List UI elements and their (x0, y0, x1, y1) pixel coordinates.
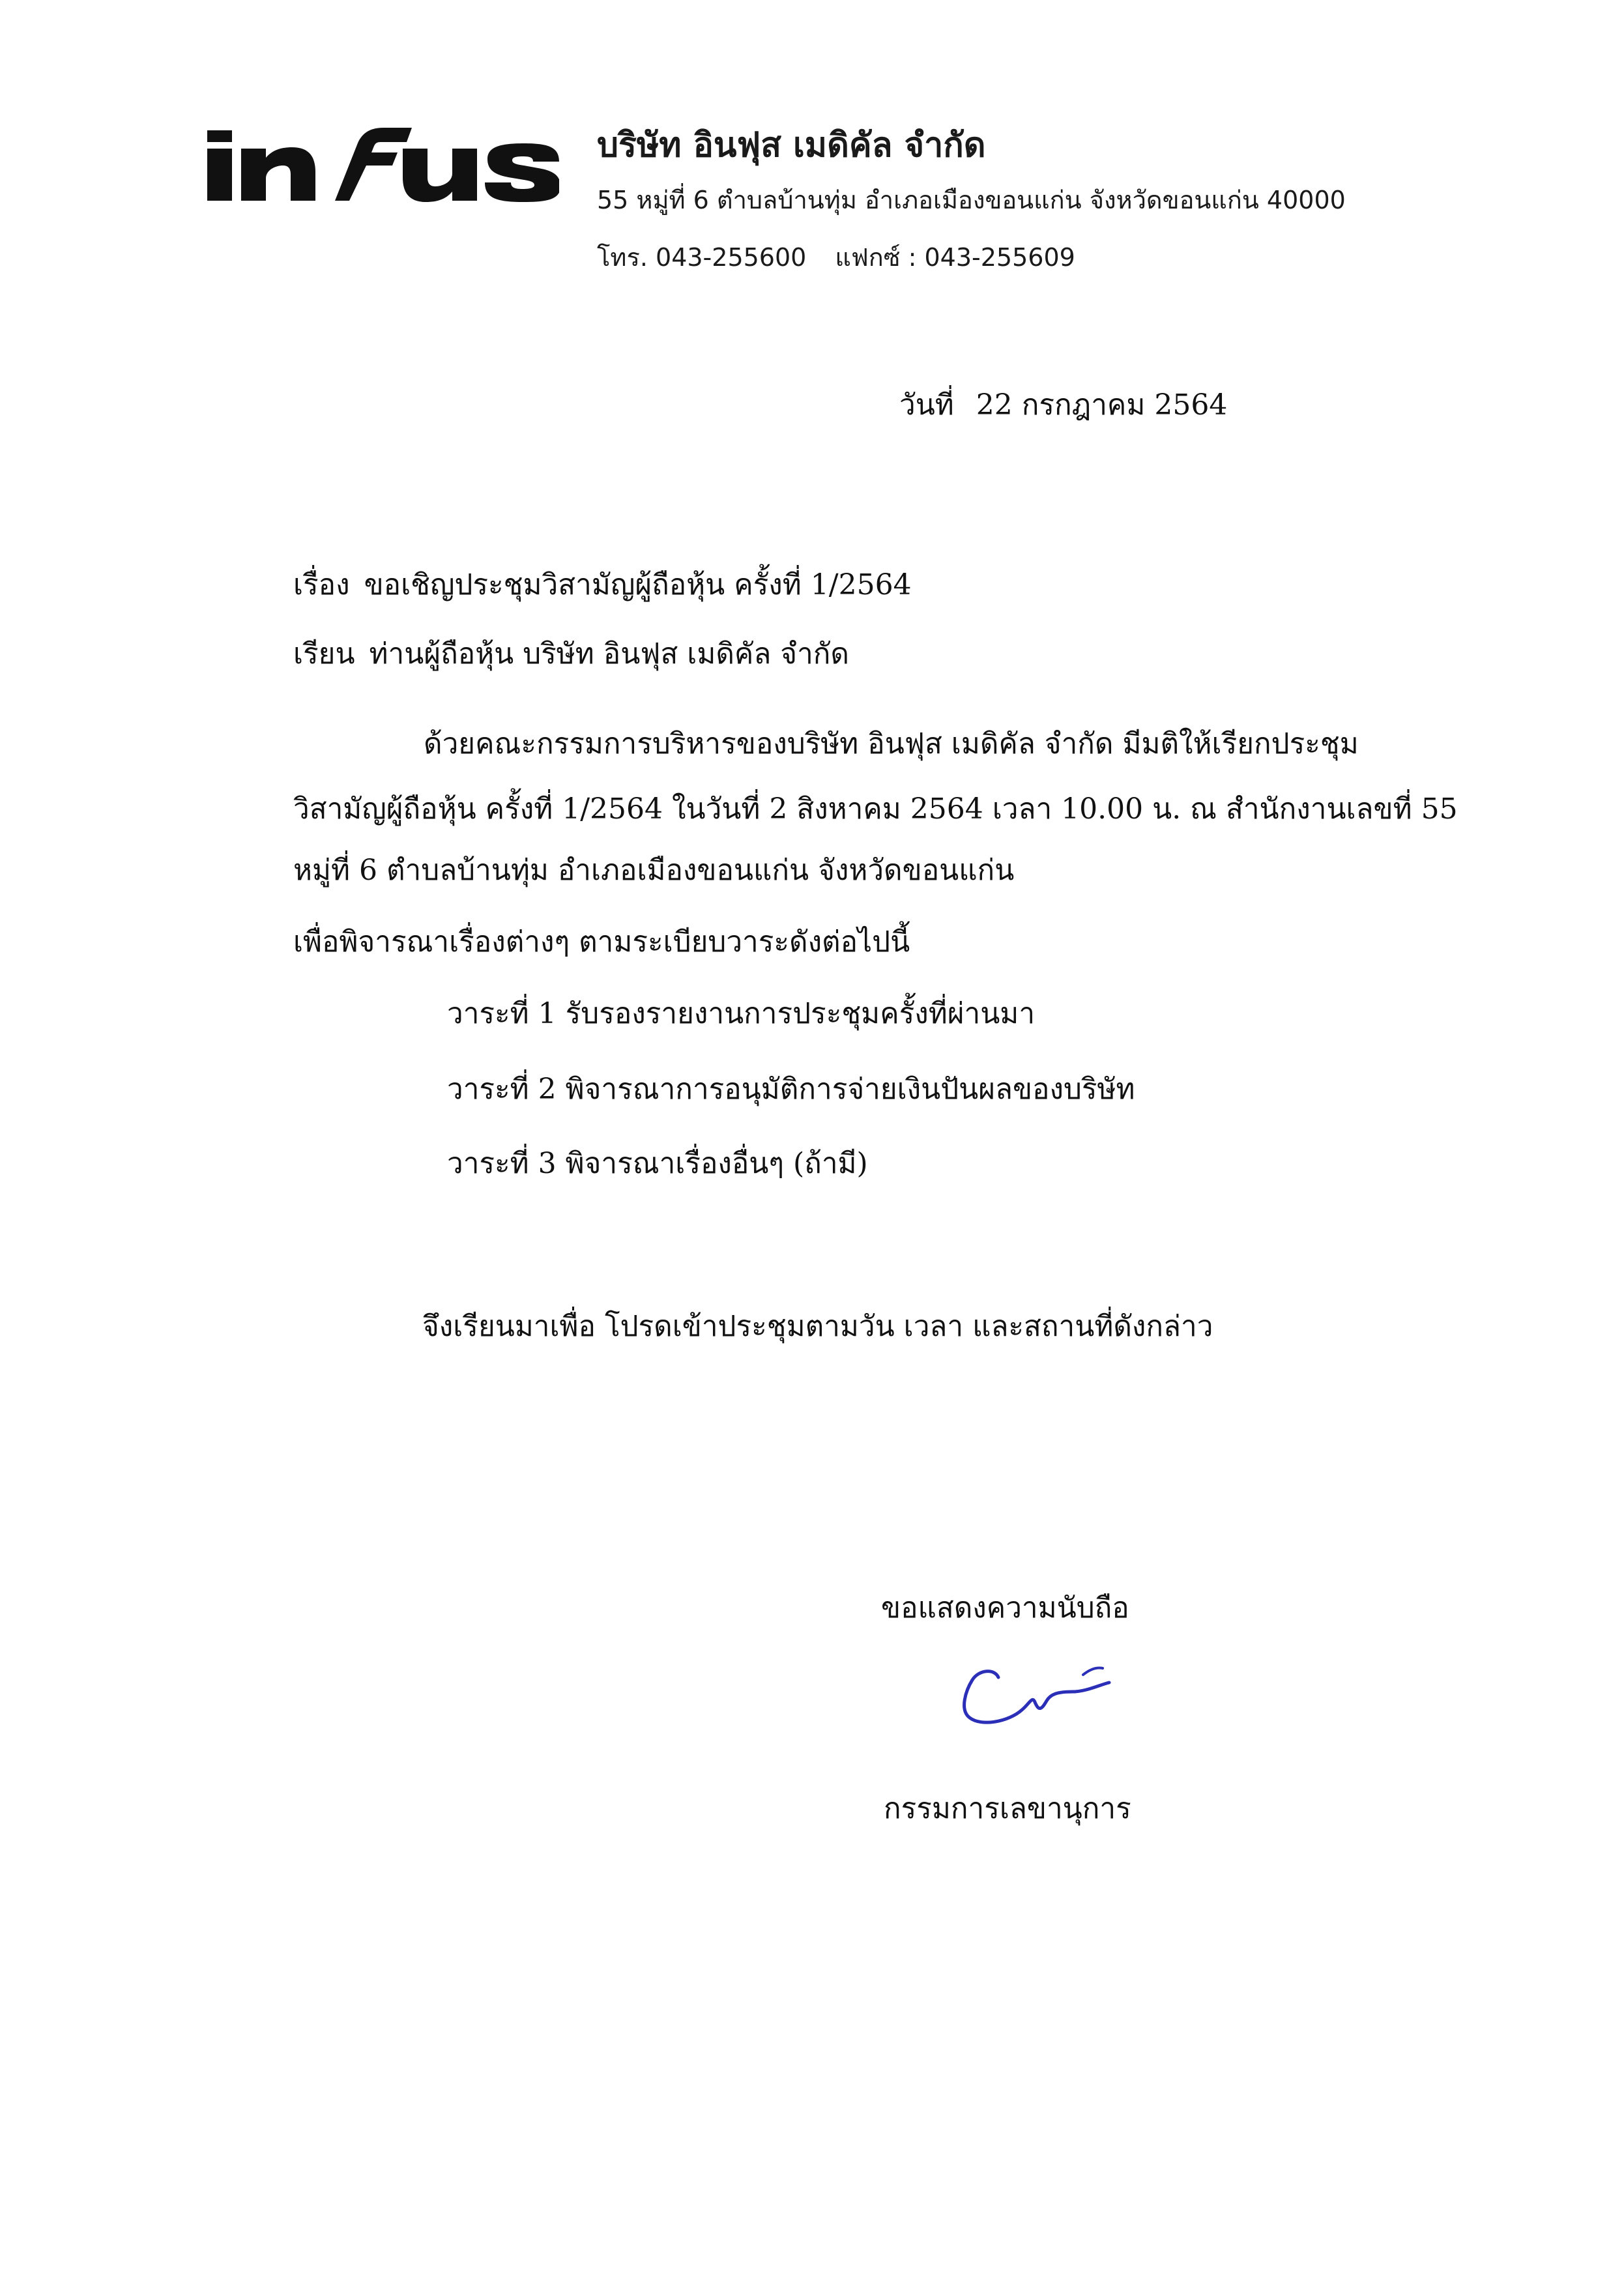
company-address: 55 หมู่ที่ 6 ตำบลบ้านทุ่ม อำเภอเมืองขอนแก่น จังหวัดขอนแก่น 40000 (597, 186, 1346, 214)
subject-line (293, 562, 912, 607)
salutation-label: เรียน (293, 637, 355, 671)
letter-date (899, 382, 1227, 427)
body-line-3: หมู่ที่ 6 ตำบลบ้านทุ่ม อำเภอเมืองขอนแก่น จังหวัดขอนแก่น (293, 854, 1015, 887)
agenda-item-2: วาระที่ 2 พิจารณาการอนุมัติการจ่ายเงินปันผลของบริษัท (447, 1073, 1135, 1106)
fax-number: แฟกซ์ : 043-255609 (835, 243, 1075, 272)
body-line-1: ด้วยคณะกรรมการบริหารของบริษัท อินฟุส เมดิคัล จำกัด มีมติให้เรียกประชุม (424, 727, 1359, 760)
body-line-2: วิสามัญผู้ถือหุ้น ครั้งที่ 1/2564 ในวันที่ 2 สิงหาคม 2564 เวลา 10.00 น. ณ สำนักงานเลขที่ 55 (293, 792, 1458, 826)
agenda-item-1: วาระที่ 1 รับรองรายงานการประชุมครั้งที่ผ่านมา (447, 997, 1036, 1030)
date-label: วันที่ (899, 388, 954, 422)
subject-text: ขอเชิญประชุมวิสามัญผู้ถือหุ้น ครั้งที่ 1/2564 (364, 568, 912, 601)
company-name: บริษัท อินฟุส เมดิคัล จำกัด (597, 126, 986, 165)
signer-title: กรรมการเลขานุการ (884, 1792, 1131, 1825)
signature (953, 1653, 1129, 1737)
closing-line: จึงเรียนมาเพื่อ โปรดเข้าประชุมตามวัน เวลา และสถานที่ดังกล่าว (422, 1310, 1213, 1343)
salutation-text: ท่านผู้ถือหุ้น บริษัท อินฟุส เมดิคัล จำกัด (369, 637, 849, 671)
subject-label: เรื่อง (293, 568, 350, 601)
phone-number: โทร. 043-255600 (597, 243, 807, 272)
agenda-item-3: วาระที่ 3 พิจารณาเรื่องอื่นๆ (ถ้ามี) (447, 1147, 868, 1180)
salutation-line (293, 631, 849, 676)
regards-text: ขอแสดงความนับถือ (881, 1591, 1129, 1625)
company-contact (597, 237, 1075, 277)
date-value: 22 กรกฎาคม 2564 (976, 388, 1228, 422)
purpose-line: เพื่อพิจารณาเรื่องต่างๆ ตามระเบียบวาระดังต่อไปนี้ (293, 925, 910, 959)
company-logo (207, 124, 559, 202)
